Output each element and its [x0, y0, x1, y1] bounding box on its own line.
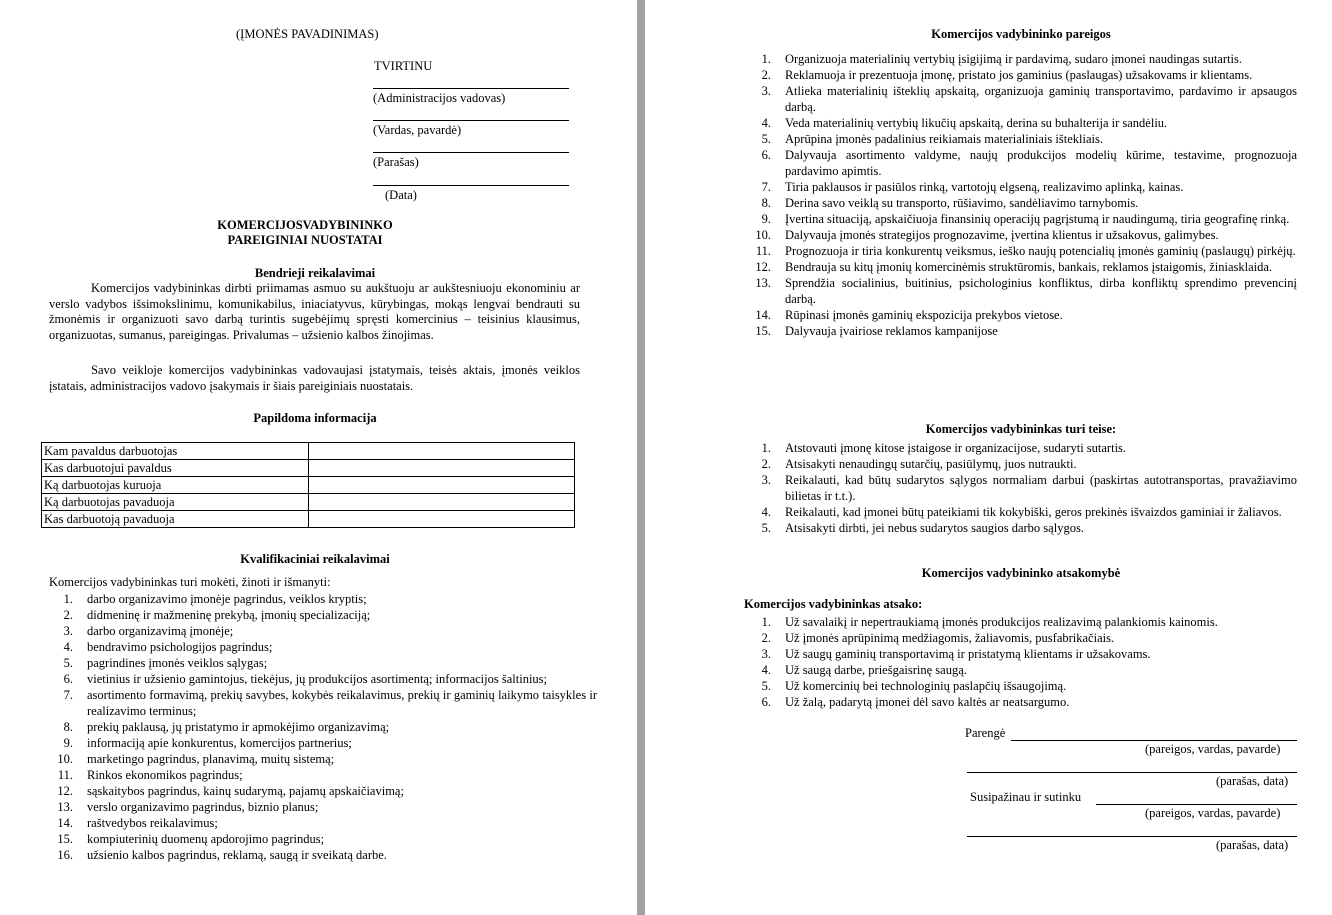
acknowledged-label: Susipažinau ir sutinku — [970, 790, 1082, 804]
table-row — [42, 443, 575, 460]
list-item-number: 13. — [57, 800, 73, 814]
list-item — [747, 694, 1297, 710]
prepared-label: Parengė — [965, 726, 1006, 740]
list-item-number: 1. — [761, 52, 771, 66]
list-item-text: užsienio kalbos pagrindus, reklamą, saugą ir sveikatą darbe. — [87, 848, 387, 862]
list-item-number: 3. — [63, 624, 73, 638]
list-item-number: 12. — [755, 260, 771, 274]
table-cell-value[interactable] — [309, 443, 575, 460]
list-item-number: 11. — [57, 768, 73, 782]
table-cell-value[interactable] — [309, 494, 575, 511]
list-item — [49, 767, 597, 783]
list-item-number: 6. — [761, 148, 771, 162]
list-item-text: Dalyvauja įvairiose reklamos kampanijose — [785, 324, 998, 338]
list-item — [49, 815, 597, 831]
list-item-number: 4. — [761, 663, 771, 677]
list-item — [49, 639, 597, 655]
list-item — [49, 751, 597, 767]
list-item — [49, 671, 597, 687]
list-item-text: Sprendžia socialinius, buitinius, psichologinius konfliktus, dirba konfliktų sprendimo prevencinį darbą. — [785, 276, 1297, 306]
list-item-text: Už saugų gaminių transportavimą ir pristatymą klientams ir užsakovams. — [785, 647, 1151, 661]
list-item-number: 8. — [63, 720, 73, 734]
list-item-text: pagrindines įmonės veiklos sąlygas; — [87, 656, 268, 670]
list-item — [49, 831, 597, 847]
list-item — [747, 678, 1297, 694]
table-cell-label: Kas darbuotojui pavaldus — [42, 460, 309, 477]
list-item-number: 7. — [63, 688, 73, 702]
list-item-text: Reklamuoja ir prezentuoja įmonę, pristato jos gaminius (paslaugas) užsakovams ir klientams. — [785, 68, 1253, 82]
page-gutter — [637, 0, 645, 915]
list-item — [747, 614, 1297, 630]
list-item — [747, 520, 1297, 536]
general-paragraph-1: Komercijos vadybininkas dirbti priimamas asmuo su aukštuoju ar aukštesniuoju ekonominiu ar verslo vadybos išsimokslinimu, komunikabilus, iniaciatyvus, kūrybingas, mokąs lengvai bendrauti su žmonėmis ir organizuoti savo darbą turintis sugebėjimų spręsti komercinius – teisinius klausimus, organizuotas, sumanus, pareigingas. Privalumas – užsienio kalbos žinojimas. — [49, 281, 580, 342]
list-item — [49, 799, 597, 815]
list-item-number: 15. — [57, 832, 73, 846]
list-item — [747, 646, 1297, 662]
list-item — [747, 662, 1297, 678]
duties-list — [747, 51, 1297, 339]
additional-info-table — [41, 442, 575, 528]
table-cell-label: Kas darbuotoją pavaduoja — [42, 511, 309, 528]
list-item-text: darbo organizavimą įmonėje; — [87, 624, 234, 638]
table-cell-value[interactable] — [309, 511, 575, 528]
list-item-number: 9. — [761, 212, 771, 226]
list-item-number: 3. — [761, 647, 771, 661]
list-item — [747, 456, 1297, 472]
list-item-text: Atstovauti įmonę kitose įstaigose ir organizacijose, sudaryti sutartis. — [785, 441, 1127, 455]
list-item — [747, 67, 1297, 83]
list-item-number: 1. — [63, 592, 73, 606]
list-item — [49, 591, 597, 607]
company-name: (ĮMONĖS PAVADINIMAS) — [236, 27, 379, 41]
list-item-number: 12. — [57, 784, 73, 798]
table-row — [42, 477, 575, 494]
list-item — [747, 275, 1297, 307]
list-item-number: 15. — [755, 324, 771, 338]
list-item-number: 4. — [63, 640, 73, 654]
list-item-number: 6. — [63, 672, 73, 686]
list-item-text: Rinkos ekonomikos pagrindus; — [87, 768, 243, 782]
list-item — [747, 195, 1297, 211]
list-item — [49, 655, 597, 671]
list-item-number: 13. — [755, 276, 771, 290]
list-item — [747, 630, 1297, 646]
responsibility-list — [747, 614, 1297, 710]
approve-caption-sign: (Parašas) — [373, 155, 419, 169]
table-cell-value[interactable] — [309, 460, 575, 477]
list-item-text: vietinius ir užsienio gamintojus, tiekėjus, jų produkcijos asortimentą; informacijos šaltinius; — [87, 672, 548, 686]
list-item-text: asortimento formavimą, prekių savybes, kokybės reikalavimus, prekių ir gaminių laikymo taisykles ir realizavimo terminus; — [87, 688, 597, 718]
signature-line — [373, 120, 569, 121]
list-item-text: Už saugą darbe, priešgaisrinę saugą. — [785, 663, 967, 677]
list-item — [747, 131, 1297, 147]
list-item — [747, 504, 1297, 520]
prepared-caption: (pareigos, vardas, pavarde) — [1145, 742, 1281, 756]
list-item — [747, 227, 1297, 243]
list-item-number: 5. — [761, 521, 771, 535]
list-item-text: Atlieka materialinių išteklių apskaitą, organizuoja gaminių transportavimo, pardavimo ir apsaugos darbą. — [785, 84, 1297, 114]
list-item-text: Rūpinasi įmonės gaminių ekspozicija prekybos vietose. — [785, 308, 1063, 322]
document-title-line1: KOMERCIJOSVADYBININKO — [217, 218, 393, 232]
list-item-number: 10. — [57, 752, 73, 766]
list-item — [747, 307, 1297, 323]
list-item — [49, 847, 597, 863]
list-item-text: Įvertina situaciją, apskaičiuoja finansinių operacijų pagrįstumą ir naudingumą, tiria geografinę rinką. — [785, 212, 1290, 226]
list-item-text: Prognozuoja ir tiria konkurentų veiksmus, ieško naujų potencialių įmonės gaminių (paslaugų) pirkėjų. — [785, 244, 1296, 258]
list-item-number: 6. — [761, 695, 771, 709]
signature-line — [373, 185, 569, 186]
list-item — [49, 719, 597, 735]
qualification-list — [49, 591, 597, 863]
list-item-text: Derina savo veiklą su transporto, rūšiavimo, sandėliavimo tarnybomis. — [785, 196, 1139, 210]
list-item-text: Dalyvauja asortimento valdyme, naujų produkcijos modelių kūrime, testavime, prognozuoja pardavimo apimtis. — [785, 148, 1297, 178]
list-item — [747, 179, 1297, 195]
list-item — [49, 623, 597, 639]
list-item-text: Atsisakyti nenaudingų sutarčių, pasiūlymų, juos nutraukti. — [785, 457, 1077, 471]
acknowledged-sign-caption: (parašas, data) — [1216, 838, 1289, 852]
signature-line — [967, 772, 1297, 773]
section-heading-duties: Komercijos vadybininko pareigos — [931, 27, 1111, 41]
list-item-text: Reikalauti, kad būtų sudarytos sąlygos normaliam darbui (paskirtas autotransportas, pravažiavimo bilietas ir t.t.). — [785, 473, 1297, 503]
list-item-text: sąskaitybos pagrindus, kainų sudarymą, pajamų apskaičiavimą; — [87, 784, 404, 798]
list-item-number: 4. — [761, 505, 771, 519]
table-row — [42, 511, 575, 528]
list-item-text: Už komercinių bei technologinių paslapčių išsaugojimą. — [785, 679, 1067, 693]
list-item-number: 1. — [761, 615, 771, 629]
responsibility-subheading: Komercijos vadybininkas atsako: — [744, 597, 923, 611]
list-item-number: 14. — [57, 816, 73, 830]
list-item-number: 3. — [761, 473, 771, 487]
document-title-line2: PAREIGINIAI NUOSTATAI — [227, 233, 383, 247]
list-item-text: Tiria paklausos ir pasiūlos rinką, vartotojų elgseną, realizavimo aplinką, kainas. — [785, 180, 1184, 194]
list-item-text: bendravimo psichologijos pagrindus; — [87, 640, 273, 654]
list-item-number: 5. — [761, 132, 771, 146]
list-item — [747, 115, 1297, 131]
list-item — [747, 211, 1297, 227]
list-item-text: Už įmonės aprūpinimą medžiagomis, žaliavomis, pusfabrikačiais. — [785, 631, 1115, 645]
list-item-text: Organizuoja materialinių vertybių įsigijimą ir pardavimą, sudaro įmonei naudingas sutartis. — [785, 52, 1242, 66]
section-heading-responsibility: Komercijos vadybininko atsakomybė — [921, 566, 1121, 580]
acknowledged-caption: (pareigos, vardas, pavarde) — [1145, 806, 1281, 820]
signature-line — [1011, 740, 1297, 741]
qualification-intro: Komercijos vadybininkas turi mokėti, žinoti ir išmanyti: — [49, 575, 331, 589]
list-item-text: darbo organizavimo įmonėje pagrindus, veiklos kryptis; — [87, 592, 367, 606]
list-item-text: raštvedybos reikalavimus; — [87, 816, 218, 830]
general-paragraph-2: Savo veikloje komercijos vadybininkas vadovaujasi įstatymais, teisės aktais, įmonės veiklos įstatais, administracijos vadovo įsakymais ir šiais pareiginiais nuostatais. — [49, 363, 580, 393]
list-item — [49, 607, 597, 623]
list-item — [747, 440, 1297, 456]
list-item-number: 2. — [761, 631, 771, 645]
list-item-number: 9. — [63, 736, 73, 750]
list-item — [747, 147, 1297, 179]
list-item-number: 3. — [761, 84, 771, 98]
signature-line — [373, 88, 569, 89]
signature-line — [967, 836, 1297, 837]
approve-label: TVIRTINU — [374, 59, 433, 73]
table-cell-value[interactable] — [309, 477, 575, 494]
list-item-text: Atsisakyti dirbti, jei nebus sudarytos saugios darbo sąlygos. — [785, 521, 1084, 535]
prepared-sign-caption: (parašas, data) — [1216, 774, 1289, 788]
list-item — [747, 259, 1297, 275]
list-item-text: Bendrauja su kitų įmonių komercinėmis struktūromis, bankais, reklamos įstaigomis, žiniasklaida. — [785, 260, 1273, 274]
table-row — [42, 494, 575, 511]
list-item-number: 16. — [57, 848, 73, 862]
list-item — [747, 323, 1297, 339]
section-heading-rights: Komercijos vadybininkas turi teise: — [925, 422, 1117, 436]
list-item-number: 11. — [755, 244, 771, 258]
list-item-text: Veda materialinių vertybių likučių apskaitą, derina su buhalterija ir sandėliu. — [785, 116, 1168, 130]
list-item-text: informaciją apie konkurentus, komercijos partnerius; — [87, 736, 352, 750]
list-item-number: 10. — [755, 228, 771, 242]
list-item-number: 4. — [761, 116, 771, 130]
approve-caption-name: (Vardas, pavardė) — [373, 123, 462, 137]
list-item-text: Dalyvauja įmonės strategijos prognozavime, įvertina klientus ir užsakovus, galimybes. — [785, 228, 1219, 242]
list-item — [49, 783, 597, 799]
list-item-number: 5. — [63, 656, 73, 670]
table-cell-label: Kam pavaldus darbuotojas — [42, 443, 309, 460]
section-heading-additional: Papildoma informacija — [253, 411, 377, 425]
signature-line — [373, 152, 569, 153]
list-item-text: Reikalauti, kad įmonei būtų pateikiami tik kokybiški, geros prekinės išvaizdos gaminiai ir žaliavos. — [785, 505, 1282, 519]
list-item — [747, 472, 1297, 504]
list-item — [49, 687, 597, 719]
document-page-right — [645, 0, 1332, 915]
list-item-text: Už savalaikį ir nepertraukiamą įmonės produkcijos realizavimą palankiomis kainomis. — [785, 615, 1218, 629]
list-item-text: verslo organizavimo pagrindus, biznio planus; — [87, 800, 319, 814]
list-item-number: 2. — [63, 608, 73, 622]
list-item — [747, 243, 1297, 259]
section-heading-general: Bendrieji reikalavimai — [254, 266, 376, 280]
list-item-text: kompiuterinių duomenų apdorojimo pagrindus; — [87, 832, 325, 846]
section-heading-qualification: Kvalifikaciniai reikalavimai — [240, 552, 390, 566]
rights-list — [747, 440, 1297, 536]
list-item-number: 2. — [761, 457, 771, 471]
list-item — [747, 83, 1297, 115]
list-item-number: 1. — [761, 441, 771, 455]
list-item-number: 14. — [755, 308, 771, 322]
list-item-text: marketingo pagrindus, planavimą, muitų sistemą; — [87, 752, 335, 766]
list-item-number: 2. — [761, 68, 771, 82]
table-row — [42, 460, 575, 477]
list-item-text: didmeninę ir mažmeninę prekybą, įmonių specializaciją; — [87, 608, 371, 622]
list-item — [747, 51, 1297, 67]
list-item-number: 7. — [761, 180, 771, 194]
signature-line — [1096, 804, 1297, 805]
table-cell-label: Ką darbuotojas kuruoja — [42, 477, 309, 494]
list-item-text: Aprūpina įmonės padalinius reikiamais materialiniais ištekliais. — [785, 132, 1103, 146]
document-page-left — [0, 0, 637, 915]
list-item-text: prekių paklausą, jų pristatymo ir apmokėjimo organizavimą; — [87, 720, 390, 734]
list-item-number: 5. — [761, 679, 771, 693]
list-item-number: 8. — [761, 196, 771, 210]
list-item-text: Už žalą, padarytą įmonei dėl savo kaltės ar neatsargumo. — [785, 695, 1070, 709]
approve-caption-date: (Data) — [385, 188, 417, 202]
approve-caption-admin: (Administracijos vadovas) — [373, 91, 506, 105]
table-cell-label: Ką darbuotojas pavaduoja — [42, 494, 309, 511]
list-item — [49, 735, 597, 751]
